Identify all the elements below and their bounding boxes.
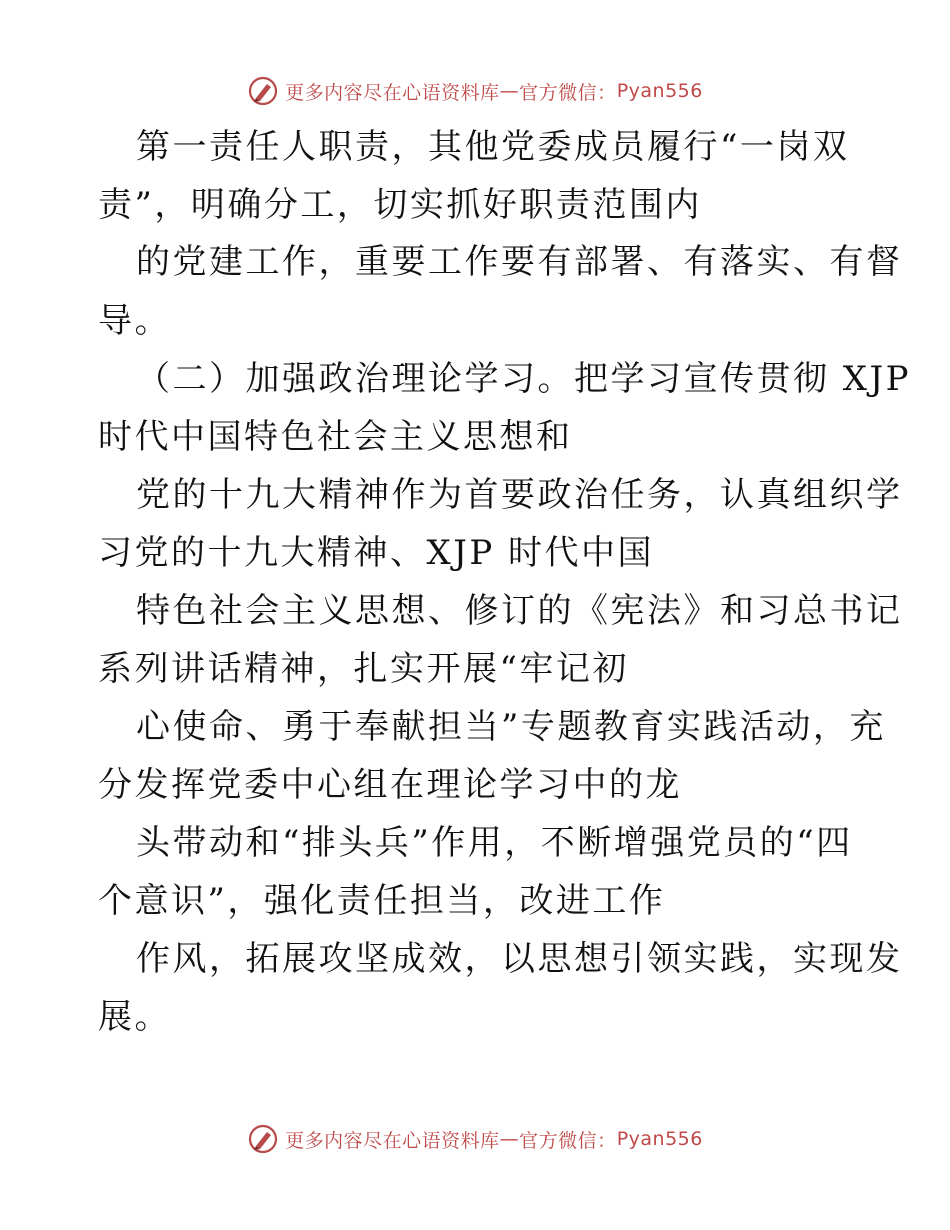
text-line: 责”，明确分工，切实抓好职责范围内 xyxy=(98,185,702,225)
watermark-brand: 更多内容尽在心语资料库 xyxy=(285,1129,500,1152)
text-line: （二）加强政治理论学习。把学习宣传贯彻 XJP xyxy=(136,359,912,399)
text-line: 党的十九大精神作为首要政治任务，认真组织学 xyxy=(136,475,903,515)
text-line: 作风，拓展攻坚成效，以思想引领实践，实现发 xyxy=(136,939,903,979)
text-line: 展。 xyxy=(98,997,171,1037)
text-line: 特色社会主义思想、修订的《宪法》和习总书记 xyxy=(136,591,903,631)
text-line: 第一责任人职责，其他党委成员履行“一岗双 xyxy=(136,127,850,167)
text-line: 导。 xyxy=(98,301,171,341)
pen-logo-icon xyxy=(247,75,279,107)
watermark-separator: — xyxy=(499,80,520,102)
text-line: 头带动和“排头兵”作用，不断增强党员的“四 xyxy=(136,823,853,863)
watermark-separator: — xyxy=(499,1128,520,1150)
watermark-wechat-id: Pyan556 xyxy=(616,1128,703,1150)
text-line: 时代中国特色社会主义思想和 xyxy=(98,417,573,457)
header-watermark xyxy=(0,75,950,107)
text-line: 分发挥党委中心组在理论学习中的龙 xyxy=(98,765,682,805)
text-line: 习党的十九大精神、XJP 时代中国 xyxy=(98,533,655,573)
pen-logo-icon xyxy=(247,1123,279,1155)
watermark-wechat-id: Pyan556 xyxy=(616,80,703,102)
text-line: 系列讲话精神，扎实开展“牢记初 xyxy=(98,649,629,689)
watermark-official-label: 官方微信： xyxy=(519,81,617,104)
footer-watermark xyxy=(0,1123,950,1155)
watermark-official-label: 官方微信： xyxy=(519,1129,617,1152)
text-line: 个意识”，强化责任担当，改进工作 xyxy=(98,881,666,921)
watermark-brand: 更多内容尽在心语资料库 xyxy=(285,81,500,104)
text-line: 的党建工作，重要工作要有部署、有落实、有督 xyxy=(136,242,903,282)
text-line: 心使命、勇于奉献担当”专题教育实践活动，充 xyxy=(136,707,886,747)
